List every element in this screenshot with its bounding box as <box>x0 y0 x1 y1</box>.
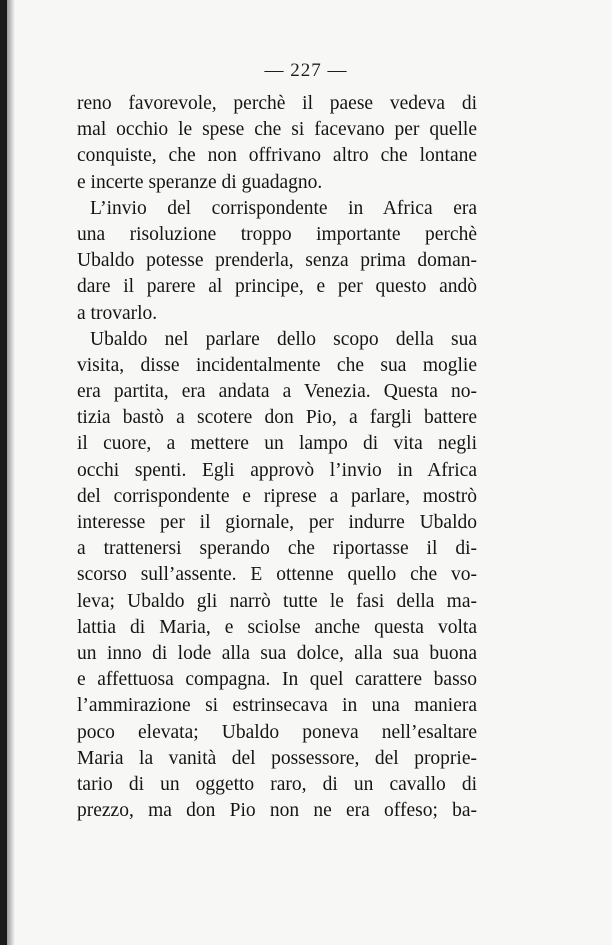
text-line: conquiste, che non offrivano altro che lontane <box>77 145 477 167</box>
page-number: — 227 — <box>264 60 348 81</box>
text-line: leva; Ubaldo gli narrò tutte le fasi della ma- <box>77 590 477 612</box>
text-line: e affettuosa compagna. In quel carattere basso <box>77 669 477 691</box>
text-line: un inno di lode alla sua dolce, alla sua buona <box>77 642 477 664</box>
text-line: a trattenersi sperando che riportasse il di- <box>77 538 477 560</box>
text-line: l’ammirazione si estrinsecava in una maniera <box>77 695 477 717</box>
text-line: Maria la vanità del possessore, del proprie- <box>77 747 477 769</box>
text-line: il cuore, a mettere un lampo di vita negli <box>77 433 477 455</box>
text-line: prezzo, ma don Pio non ne era offeso; ba- <box>77 800 477 822</box>
text-line: tizia bastò a scotere don Pio, a fargli battere <box>77 407 477 429</box>
text-line: dare il parere al principe, e per questo andò <box>77 276 477 298</box>
text-line: tario di un oggetto raro, di un cavallo di <box>77 773 477 795</box>
text-line: mal occhio le spese che si facevano per quelle <box>77 119 477 141</box>
spine-shadow <box>7 0 15 945</box>
text-line: reno favorevole, perchè il paese vedeva di <box>77 93 477 114</box>
text-line: Ubaldo nel parlare dello scopo della sua <box>90 328 477 350</box>
text-line: visita, disse incidentalmente che sua moglie <box>77 354 477 376</box>
text-line: era partita, era andata a Venezia. Questa no- <box>77 381 477 403</box>
text-line: poco elevata; Ubaldo poneva nell’esaltare <box>77 721 477 743</box>
text-line: Ubaldo potesse prenderla, senza prima doman- <box>77 250 477 272</box>
text-line: una risoluzione troppo importante perchè <box>77 223 477 245</box>
page-spine-edge <box>0 0 7 945</box>
text-line: a trovarlo. <box>77 302 158 324</box>
text-line: scorso sull’assente. E ottenne quello che vo- <box>77 564 477 586</box>
text-line: interesse per il giornale, per indurre Ubaldo <box>77 512 477 533</box>
text-line: lattia di Maria, e sciolse anche questa volta <box>77 616 477 638</box>
text-line: del corrispondente e riprese a parlare, mostrò <box>77 485 477 507</box>
text-line: e incerte speranze di guadagno. <box>77 171 323 193</box>
text-line: L’invio del corrispondente in Africa era <box>90 197 477 219</box>
body-text <box>77 91 477 824</box>
text-line: occhi spenti. Egli approvò l’invio in Africa <box>77 459 477 481</box>
